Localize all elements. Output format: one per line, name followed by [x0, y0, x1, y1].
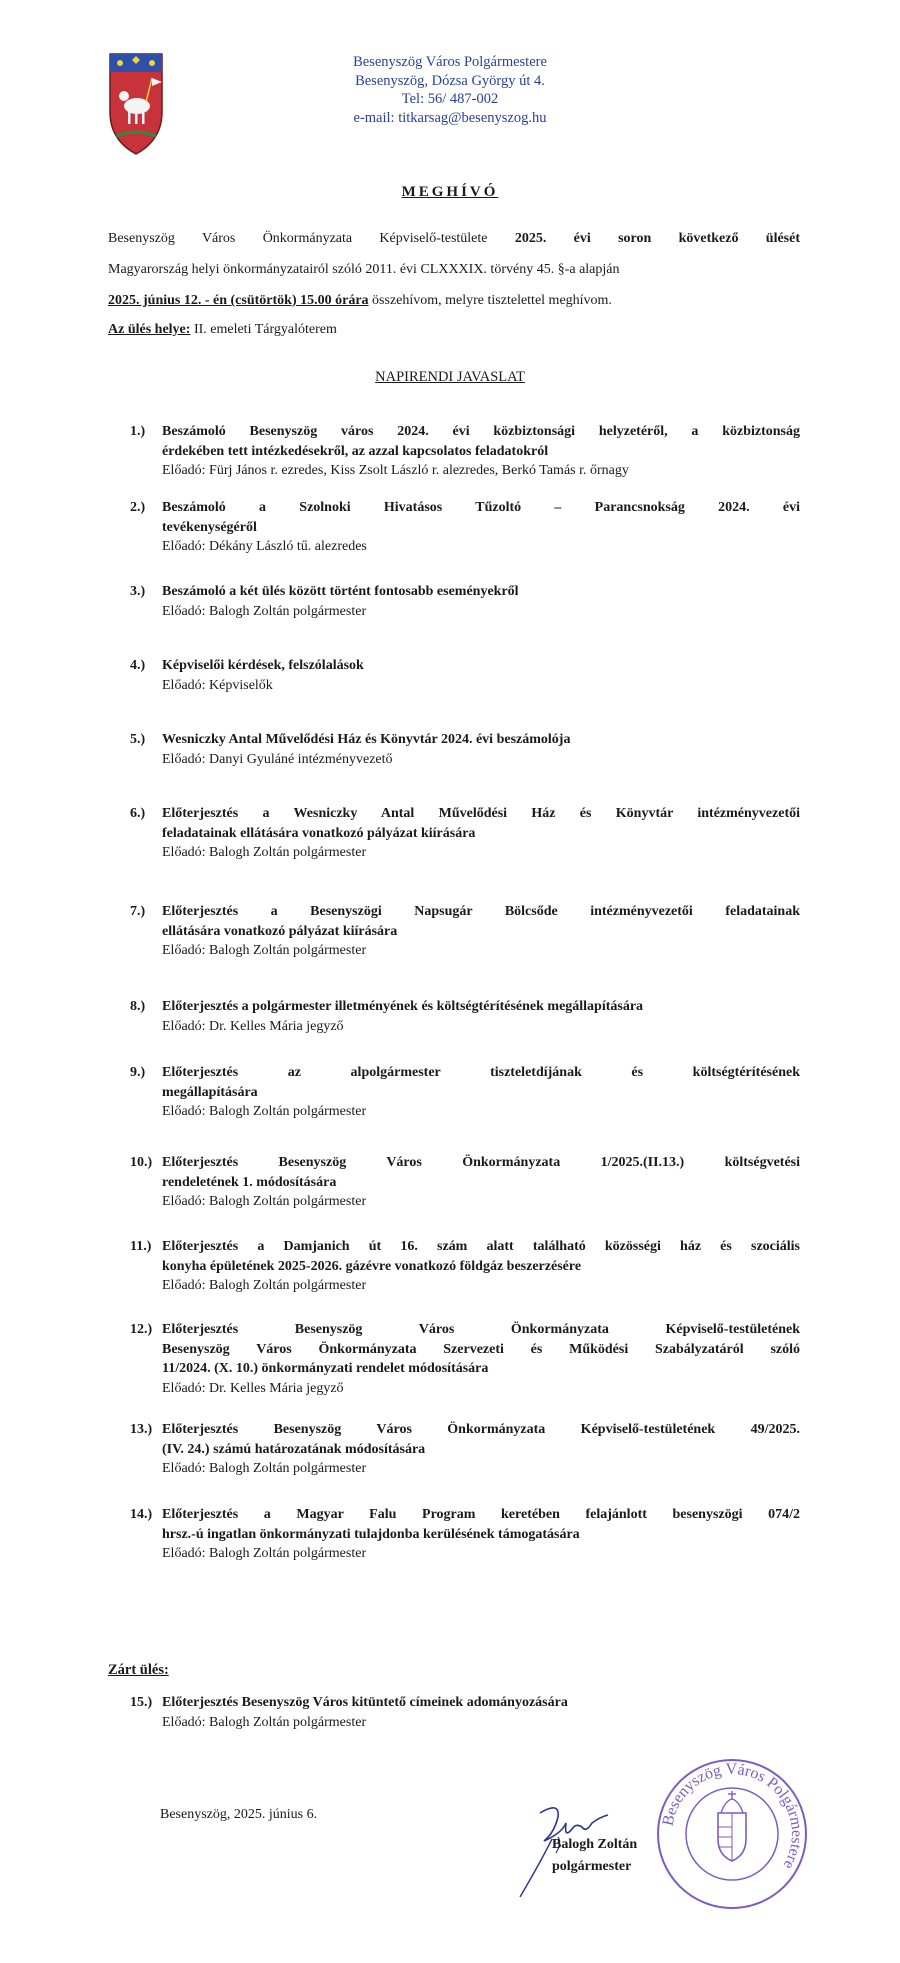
agenda-item-title-line: Előterjesztés Besenyszög Város Önkormányzata Képviselő-testületének — [162, 1322, 800, 1337]
agenda-item — [130, 422, 800, 481]
letterhead — [300, 53, 600, 127]
agenda-item-title — [162, 1237, 800, 1276]
agenda-item-presenter: Előadó: Balogh Zoltán polgármester — [162, 1194, 367, 1209]
agenda-item-title — [162, 1693, 800, 1713]
agenda-item-number: 10.) — [130, 1155, 153, 1170]
closed-session-label: Zárt ülés: — [108, 1662, 169, 1678]
intro-session-text: 2025. évi soron következő ülését — [514, 231, 800, 246]
intro-invite-text: összehívom, melyre tisztelettel meghívom. — [368, 293, 612, 308]
agenda-item — [130, 1505, 800, 1564]
agenda-item-body — [162, 1237, 800, 1296]
agenda-item-number: 15.) — [130, 1695, 153, 1710]
agenda-item-title-line: Előterjesztés Besenyszög Város Önkormányzata 1/2025.(II.13.) költségvetési — [162, 1155, 800, 1170]
agenda-item-number: 2.) — [130, 500, 146, 515]
agenda-item-title-line: Előterjesztés a polgármester illetményének és költségtérítésének megállapítására — [162, 999, 644, 1014]
agenda-item-title — [162, 422, 800, 461]
agenda-item — [130, 804, 800, 863]
agenda-item-presenter: Előadó: Balogh Zoltán polgármester — [162, 603, 367, 619]
agenda-item-title-line: Előterjesztés az alpolgármester tiszteletdíjának és költségtérítésének — [162, 1065, 800, 1080]
document-title: MEGHÍVÓ — [401, 184, 499, 200]
place-date: Besenyszög, 2025. június 6. — [160, 1807, 318, 1822]
agenda-item — [130, 1693, 800, 1732]
meeting-place — [108, 321, 800, 339]
intro-line-2: Magyarország helyi önkormányzatairól szóló 2011. évi CLXXXIX. törvény 45. §-a alapján — [108, 262, 620, 277]
agenda-item-title — [162, 1420, 800, 1459]
meeting-place-value: II. emeleti Tárgyalóterem — [190, 322, 337, 337]
agenda-item-body — [162, 582, 800, 621]
official-stamp-icon — [655, 1757, 809, 1911]
agenda-item-presenter: Előadó: Balogh Zoltán polgármester — [162, 1546, 367, 1561]
agenda-item-title — [162, 656, 800, 676]
agenda-item-body — [162, 804, 800, 863]
agenda-item-body — [162, 997, 800, 1036]
agenda-item-presenter: Előadó: Balogh Zoltán polgármester — [162, 1461, 367, 1476]
letterhead-email: e-mail: titkarsag@besenyszog.hu — [353, 109, 547, 126]
agenda-item-number: 13.) — [130, 1422, 153, 1437]
agenda-item-number: 8.) — [130, 999, 146, 1014]
agenda-item-title — [162, 730, 800, 750]
agenda-item-title-line: 11/2024. (X. 10.) önkormányzati rendelet módosítására — [162, 1361, 489, 1376]
agenda-item — [130, 498, 800, 557]
agenda-item-body — [162, 1320, 800, 1398]
agenda-item-title-line: Előterjesztés a Magyar Falu Program keretében felajánlott besenyszögi 074/2 — [162, 1507, 800, 1522]
signature-block — [552, 1834, 637, 1878]
agenda-item-title — [162, 1153, 800, 1192]
agenda-item — [130, 582, 800, 621]
agenda-item-presenter: Előadó: Balogh Zoltán polgármester — [162, 1714, 367, 1730]
agenda-item-body — [162, 1420, 800, 1479]
agenda-item-title — [162, 997, 800, 1017]
agenda-item — [130, 1320, 800, 1398]
letterhead-office: Besenyszög Város Polgármestere — [353, 54, 547, 70]
agenda-item-body — [162, 656, 800, 695]
agenda-item-body — [162, 1153, 800, 1212]
agenda-item-presenter: Előadó: Dr. Kelles Mária jegyző — [162, 1380, 344, 1396]
agenda-item-number: 6.) — [130, 806, 146, 821]
agenda-item-presenter: Előadó: Balogh Zoltán polgármester — [162, 845, 367, 860]
agenda-item-number: 14.) — [130, 1507, 153, 1522]
intro-text: Besenyszög Város Önkormányzata Képviselő-testülete — [108, 231, 515, 246]
agenda-item-title-line: Előterjesztés a Wesniczky Antal Művelődési Ház és Könyvtár intézményvezetői — [162, 806, 800, 821]
agenda-item-body — [162, 1505, 800, 1564]
agenda-item-body — [162, 1693, 800, 1732]
intro-line-3 — [108, 292, 800, 310]
agenda-item-title-line: hrsz.-ú ingatlan önkormányzati tulajdonba kerülésének támogatására — [162, 1526, 580, 1542]
agenda-item — [130, 1420, 800, 1479]
stamp-text: Besenyszög Város Polgármestere — [659, 1760, 806, 1872]
agenda-item-title-line: tevékenységéről — [162, 519, 257, 535]
agenda-item-body — [162, 1063, 800, 1122]
agenda-item-title — [162, 804, 800, 843]
agenda-item-number: 11.) — [130, 1239, 152, 1254]
agenda-item-title-line: Besenyszög Város Önkormányzata Szervezeti és Működési Szabályzatáról szóló — [162, 1341, 800, 1357]
agenda-item-title-line: konyha épületének 2025-2026. gázévre vonatkozó földgáz beszerzésére — [162, 1258, 582, 1274]
agenda-item — [130, 656, 800, 695]
agenda-item-title-line: Beszámoló a két ülés között történt fontosabb eseményekről — [162, 584, 519, 599]
agenda-heading: NAPIRENDI JAVASLAT — [375, 369, 525, 385]
agenda-item-body — [162, 730, 800, 769]
signer-title: polgármester — [552, 1859, 632, 1874]
agenda-item-title-line: érdekében tett intézkedésekről, az azzal kapcsolatos feladatokról — [162, 443, 549, 459]
agenda-item-title-line: Előterjesztés a Damjanich út 16. szám alatt található közösségi ház és szociális — [162, 1239, 800, 1254]
letterhead-phone: Tel: 56/ 487-002 — [401, 91, 499, 107]
meeting-place-label: Az ülés helye: — [108, 322, 191, 337]
agenda-item-title — [162, 582, 800, 602]
agenda-item-title-line: Wesniczky Antal Művelődési Ház és Könyvtár 2024. évi beszámolója — [162, 732, 571, 747]
agenda-item — [130, 902, 800, 961]
agenda-item-title-line: ellátására vonatkozó pályázat kiírására — [162, 923, 398, 939]
meeting-date: 2025. június 12. - én (csütörtök) 15.00 órára — [108, 293, 369, 308]
intro-line-1 — [108, 230, 800, 248]
signer-name: Balogh Zoltán — [552, 1837, 638, 1852]
agenda-item — [130, 730, 800, 769]
coat-of-arms-icon — [108, 52, 164, 156]
agenda-item — [130, 997, 800, 1036]
agenda-item-title-line: megállapítására — [162, 1084, 258, 1100]
agenda-item-body — [162, 902, 800, 961]
agenda-item-number: 12.) — [130, 1322, 153, 1337]
agenda-item-title-line: Előterjesztés a Besenyszögi Napsugár Bölcsőde intézményvezetői feladatainak — [162, 904, 800, 919]
agenda-item — [130, 1237, 800, 1296]
agenda-item-title-line: Beszámoló a Szolnoki Hivatásos Tűzoltó – Parancsnokság 2024. évi — [162, 500, 800, 515]
agenda-item-presenter: Előadó: Balogh Zoltán polgármester — [162, 943, 367, 958]
agenda-item-title-line: Előterjesztés Besenyszög Város Önkormányzata Képviselő-testületének 49/2025. — [162, 1422, 800, 1437]
agenda-item — [130, 1063, 800, 1122]
agenda-item-number: 5.) — [130, 732, 146, 747]
agenda-item-title — [162, 1063, 800, 1102]
agenda-item-presenter: Előadó: Balogh Zoltán polgármester — [162, 1104, 367, 1119]
agenda-item-presenter: Előadó: Danyi Gyuláné intézményvezető — [162, 751, 393, 767]
agenda-item-presenter: Előadó: Dékány László tű. alezredes — [162, 539, 367, 554]
agenda-item-title — [162, 902, 800, 941]
agenda-item-title-line: rendeletének 1. módosítására — [162, 1174, 337, 1190]
letterhead-address: Besenyszög, Dózsa György út 4. — [355, 72, 545, 89]
agenda-item-title — [162, 498, 800, 537]
agenda-item-title-line: Beszámoló Besenyszög város 2024. évi közbiztonsági helyzetéről, a közbiztonság — [162, 424, 800, 439]
agenda-item-body — [162, 498, 800, 557]
agenda-item-title-line: Képviselői kérdések, felszólalások — [162, 658, 364, 673]
agenda-item-title — [162, 1320, 800, 1379]
agenda-item-title-line: feladatainak ellátására vonatkozó pályázat kiírására — [162, 825, 476, 841]
agenda-item-title — [162, 1505, 800, 1544]
agenda-item-number: 1.) — [130, 424, 146, 439]
agenda-item-body — [162, 422, 800, 481]
agenda-item-title-line: (IV. 24.) számú határozatának módosítására — [162, 1441, 426, 1457]
agenda-item-number: 3.) — [130, 584, 146, 599]
agenda-item-number: 9.) — [130, 1065, 146, 1080]
agenda-item — [130, 1153, 800, 1212]
agenda-item-presenter: Előadó: Fürj János r. ezredes, Kiss Zsolt László r. alezredes, Berkó Tamás r. őrnagy — [162, 463, 629, 478]
agenda-item-number: 4.) — [130, 658, 146, 673]
agenda-item-number: 7.) — [130, 904, 146, 919]
agenda-item-presenter: Előadó: Képviselők — [162, 677, 273, 693]
agenda-item-presenter: Előadó: Balogh Zoltán polgármester — [162, 1278, 367, 1293]
agenda-item-title-line: Előterjesztés Besenyszög Város kitüntető címeinek adományozására — [162, 1695, 568, 1710]
agenda-item-presenter: Előadó: Dr. Kelles Mária jegyző — [162, 1018, 344, 1034]
